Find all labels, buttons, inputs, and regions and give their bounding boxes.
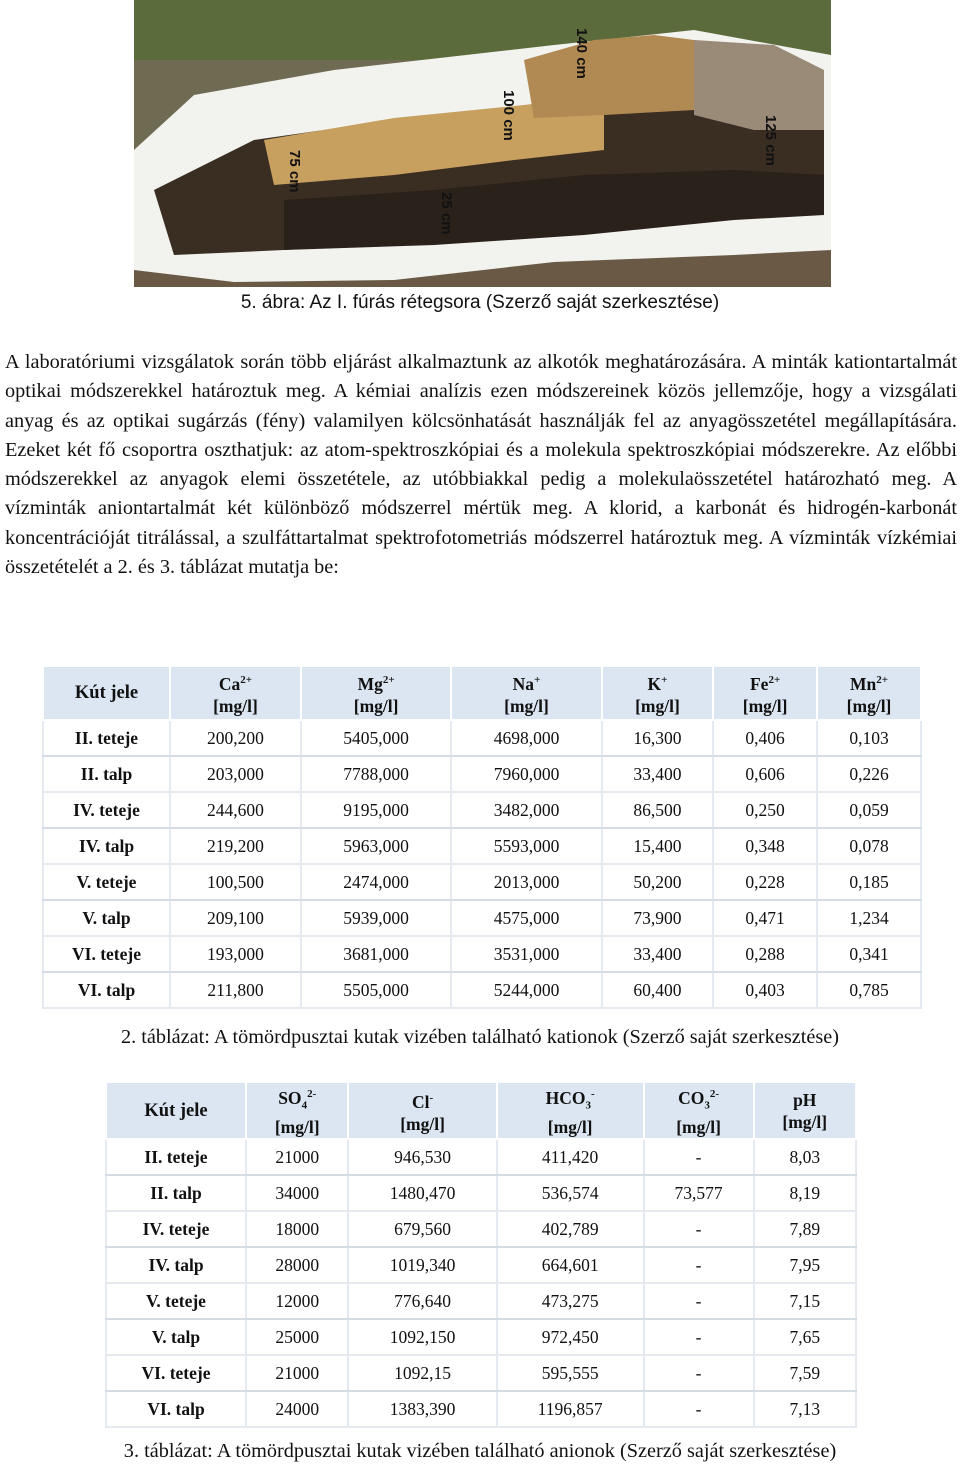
value-cell: 100,500 (170, 864, 301, 900)
value-cell: 0,471 (713, 900, 817, 936)
depth-label-140cm: 140 cm (573, 28, 590, 79)
value-cell: 664,601 (497, 1247, 644, 1283)
column-header (817, 666, 921, 720)
value-cell: 0,406 (713, 720, 817, 756)
unit-label: [mg/l] (782, 1111, 828, 1132)
value-cell: 0,348 (713, 828, 817, 864)
column-header (246, 1082, 348, 1139)
unit-label: [mg/l] (742, 695, 788, 716)
value-cell: 16,300 (602, 720, 713, 756)
value-cell: 2474,000 (301, 864, 451, 900)
value-cell: 5963,000 (301, 828, 451, 864)
value-cell: 4698,000 (451, 720, 601, 756)
unit-label: [mg/l] (274, 1117, 320, 1138)
table-row (43, 756, 921, 792)
ion-charge: 2+ (768, 674, 781, 687)
value-cell: 7,95 (754, 1247, 857, 1283)
value-cell: - (644, 1319, 754, 1355)
value-cell: 33,400 (602, 936, 713, 972)
table-row (106, 1175, 856, 1211)
ion-symbol: Mg (357, 673, 383, 694)
value-cell: 211,800 (170, 972, 301, 1008)
value-cell: 33,400 (602, 756, 713, 792)
column-header (497, 1082, 644, 1139)
depth-label-125cm: 125 cm (762, 115, 779, 166)
ion-charge: 2- (709, 1088, 719, 1100)
table-row (106, 1211, 856, 1247)
table-row (43, 792, 921, 828)
column-header (301, 666, 451, 720)
value-cell: 193,000 (170, 936, 301, 972)
unit-label: [mg/l] (400, 1113, 445, 1134)
value-cell: 34000 (246, 1175, 348, 1211)
value-cell: 402,789 (497, 1211, 644, 1247)
depth-label-25cm: 25 cm (438, 192, 455, 235)
well-id-cell: II. talp (106, 1175, 246, 1211)
value-cell: 24000 (246, 1391, 348, 1427)
well-id-cell: V. teteje (106, 1283, 246, 1319)
ion-label (714, 669, 816, 695)
ion-symbol: SO (278, 1087, 302, 1108)
soil-profile-illustration (134, 0, 831, 287)
value-cell: 5405,000 (301, 720, 451, 756)
well-id-cell: IV. teteje (43, 792, 170, 828)
ion-symbol: HCO (545, 1087, 586, 1108)
table-row (43, 828, 921, 864)
value-cell: 21000 (246, 1139, 348, 1175)
value-cell: 73,900 (602, 900, 713, 936)
value-cell: 25000 (246, 1319, 348, 1355)
value-cell: 595,555 (497, 1355, 644, 1391)
value-cell: 5593,000 (451, 828, 601, 864)
depth-label-100cm: 100 cm (500, 90, 517, 141)
ion-label (645, 1083, 753, 1116)
well-id-cell: VI. talp (106, 1391, 246, 1427)
value-cell: 209,100 (170, 900, 301, 936)
value-cell: 5939,000 (301, 900, 451, 936)
value-cell: 60,400 (602, 972, 713, 1008)
ion-label (498, 1083, 643, 1116)
value-cell: 200,200 (170, 720, 301, 756)
well-id-cell: V. teteje (43, 864, 170, 900)
table-3-caption: 3. táblázat: A tömördpusztai kutak vizében található anionok (Szerző saját szerkesztése) (123, 1440, 837, 1462)
unit-label: [mg/l] (635, 695, 680, 716)
ion-subscript: 3 (585, 1099, 591, 1112)
well-id-cell: IV. teteje (106, 1211, 246, 1247)
table-row (43, 900, 921, 936)
value-cell: 3681,000 (301, 936, 451, 972)
column-header (713, 666, 817, 720)
value-cell: 679,560 (348, 1211, 496, 1247)
table-header-row (106, 1082, 856, 1139)
column-header (451, 666, 601, 720)
well-id-cell: II. talp (43, 756, 170, 792)
value-cell: 1092,15 (348, 1355, 496, 1391)
unit-label: [mg/l] (846, 695, 892, 716)
well-id-header: Kút jele (106, 1082, 246, 1139)
ion-charge: 2+ (876, 674, 889, 687)
well-id-cell: IV. talp (106, 1247, 246, 1283)
value-cell: 0,403 (713, 972, 817, 1008)
value-cell: 7960,000 (451, 756, 601, 792)
value-cell: - (644, 1139, 754, 1175)
value-cell: 86,500 (602, 792, 713, 828)
value-cell: 203,000 (170, 756, 301, 792)
value-cell: 2013,000 (451, 864, 601, 900)
value-cell: 50,200 (602, 864, 713, 900)
ion-label (603, 669, 712, 695)
value-cell: 1480,470 (348, 1175, 496, 1211)
table-row (106, 1319, 856, 1355)
ion-label (818, 669, 920, 695)
unit-label: [mg/l] (353, 695, 399, 716)
value-cell: 3531,000 (451, 936, 601, 972)
value-cell: 1019,340 (348, 1247, 496, 1283)
well-id-cell: VI. teteje (106, 1355, 246, 1391)
table-row (106, 1247, 856, 1283)
value-cell: 8,03 (754, 1139, 857, 1175)
body-paragraph: A laboratóriumi vizsgálatok során több eljárást alkalmaztunk az alkotók meghatározására. A minták kationtartalmát optikai módszerekkel határoztuk meg. A kémiai analízis ezen módszereinek közös jellemzője, hogy a vizsgálati anyag és az optikai sugárzás (fény) valamilyen kölcsönhatását használják fel az anyagösszetétel megállapítására. Ezeket két fő csoportra oszthatjuk: az atom-spektroszkópiai és a molekula spektroszkópiai módszerekre. Az előbbi módszerekkel az anyagok elemi összetétele, az utóbbiakkal pedig a molekulaösszetétel határozható meg. A vízminták aniontartalmát két különböző módszerrel mértük meg. A klorid, a karbonát és hidrogén-karbonát koncentrációját titrálással, a szulfáttartalmat spektrofotometriás módszerrel határoztuk meg. A vízminták vízkémiai összetételét a 2. és 3. táblázat mutatja be: (5, 351, 957, 579)
ion-charge: 2+ (382, 674, 395, 687)
ion-symbol: Na (512, 673, 535, 694)
ion-label (171, 669, 300, 695)
ion-symbol: Ca (218, 673, 241, 694)
column-header (602, 666, 713, 720)
ion-charge: + (534, 674, 541, 687)
well-id-header: Kút jele (43, 666, 170, 720)
ion-charge: - (591, 1088, 595, 1100)
value-cell: 9195,000 (301, 792, 451, 828)
value-cell: 244,600 (170, 792, 301, 828)
value-cell: 0,250 (713, 792, 817, 828)
ion-label (302, 669, 450, 695)
value-cell: 7,13 (754, 1391, 857, 1427)
value-cell: 776,640 (348, 1283, 496, 1319)
unit-label: [mg/l] (213, 695, 258, 716)
ion-label (452, 669, 600, 695)
ion-symbol: Mn (850, 673, 877, 694)
value-cell: 5505,000 (301, 972, 451, 1008)
value-cell: 1,234 (817, 900, 921, 936)
unit-label: [mg/l] (547, 1117, 593, 1138)
table-row (43, 972, 921, 1008)
well-id-cell: V. talp (43, 900, 170, 936)
value-cell: 15,400 (602, 828, 713, 864)
table-row (43, 720, 921, 756)
value-cell: 21000 (246, 1355, 348, 1391)
column-header (644, 1082, 754, 1139)
table-row (43, 864, 921, 900)
value-cell: 972,450 (497, 1319, 644, 1355)
value-cell: 0,785 (817, 972, 921, 1008)
ion-charge: 2+ (240, 674, 253, 687)
ion-symbol: CO (678, 1087, 705, 1108)
value-cell: 3482,000 (451, 792, 601, 828)
well-id-cell: V. talp (106, 1319, 246, 1355)
value-cell: 1383,390 (348, 1391, 496, 1427)
ion-charge: + (661, 674, 668, 687)
value-cell: 7,15 (754, 1283, 857, 1319)
value-cell: 73,577 (644, 1175, 754, 1211)
table-2-caption: 2. táblázat: A tömördpusztai kutak vizében található kationok (Szerző saját szerkesztése) (120, 1026, 840, 1048)
value-cell: 1092,150 (348, 1319, 496, 1355)
value-cell: 411,420 (497, 1139, 644, 1175)
value-cell: 7,59 (754, 1355, 857, 1391)
well-id-cell: VI. teteje (43, 936, 170, 972)
table-row (106, 1283, 856, 1319)
value-cell: 0,103 (817, 720, 921, 756)
well-id-cell: VI. talp (43, 972, 170, 1008)
value-cell: 0,288 (713, 936, 817, 972)
ion-symbol: pH (793, 1089, 817, 1110)
value-cell: 0,078 (817, 828, 921, 864)
value-cell: 946,530 (348, 1139, 496, 1175)
value-cell: - (644, 1355, 754, 1391)
value-cell: 7788,000 (301, 756, 451, 792)
ion-symbol: Cl (411, 1091, 430, 1112)
value-cell: 5244,000 (451, 972, 601, 1008)
ion-subscript: 3 (704, 1099, 710, 1112)
table-header-row (43, 666, 921, 720)
well-id-cell: II. teteje (106, 1139, 246, 1175)
value-cell: 1196,857 (497, 1391, 644, 1427)
cations-table-body (43, 720, 921, 1008)
value-cell: 18000 (246, 1211, 348, 1247)
value-cell: 0,059 (817, 792, 921, 828)
value-cell: - (644, 1211, 754, 1247)
table-row (43, 936, 921, 972)
ion-symbol: K (647, 673, 662, 694)
table-row (106, 1139, 856, 1175)
column-header (754, 1082, 857, 1139)
value-cell: 473,275 (497, 1283, 644, 1319)
ion-charge: - (429, 1091, 434, 1104)
value-cell: 219,200 (170, 828, 301, 864)
value-cell: 0,606 (713, 756, 817, 792)
ion-label (349, 1087, 495, 1113)
value-cell: 4575,000 (451, 900, 601, 936)
ion-symbol: Fe (749, 673, 769, 694)
table-row (106, 1355, 856, 1391)
figure-caption: 5. ábra: Az I. fúrás rétegsora (Szerző saját szerkesztése) (240, 292, 720, 313)
cations-table (42, 665, 922, 1009)
value-cell: 0,228 (713, 864, 817, 900)
unit-label: [mg/l] (504, 695, 549, 716)
ion-subscript: 4 (301, 1099, 308, 1112)
value-cell: 8,19 (754, 1175, 857, 1211)
unit-label: [mg/l] (676, 1117, 721, 1138)
ion-label (755, 1089, 856, 1111)
value-cell: 536,574 (497, 1175, 644, 1211)
value-cell: - (644, 1283, 754, 1319)
value-cell: 12000 (246, 1283, 348, 1319)
value-cell: - (644, 1247, 754, 1283)
value-cell: 0,226 (817, 756, 921, 792)
table-row (106, 1391, 856, 1427)
anions-table (105, 1081, 857, 1428)
value-cell: 7,89 (754, 1211, 857, 1247)
soil-profile-photo (134, 0, 831, 287)
value-cell: 7,65 (754, 1319, 857, 1355)
ion-label (247, 1083, 347, 1116)
ion-charge: 2- (307, 1088, 317, 1100)
well-id-cell: II. teteje (43, 720, 170, 756)
column-header (170, 666, 301, 720)
value-cell: 0,185 (817, 864, 921, 900)
value-cell: 0,341 (817, 936, 921, 972)
value-cell: - (644, 1391, 754, 1427)
column-header (348, 1082, 496, 1139)
well-id-cell: IV. talp (43, 828, 170, 864)
value-cell: 28000 (246, 1247, 348, 1283)
anions-table-body (106, 1139, 856, 1427)
depth-label-75cm: 75 cm (286, 150, 303, 193)
